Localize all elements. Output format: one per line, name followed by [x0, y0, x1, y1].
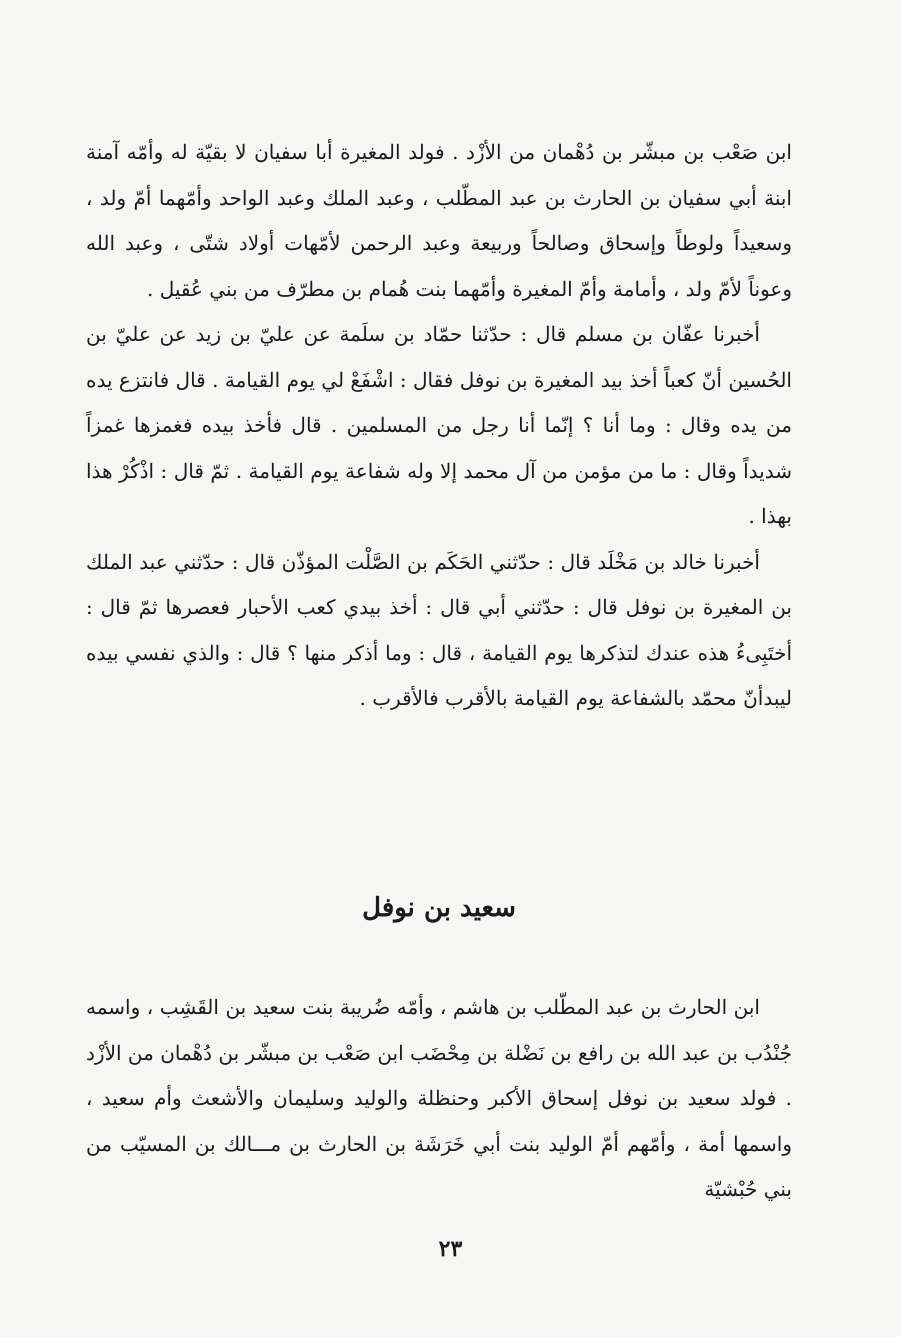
- paragraph-affan-hadith: أخبرنا عفّان بن مسلم قال : حدّثنا حمّاد بن سلَمة عن عليّ بن زيد عن عليّ بن الحُسين أنّ كعباً أخذ بيد المغيرة بن نوفل فقال : اشْفَعْ لي يوم القيامة . قال فانتزع يده من يده وقال : وما أنا ؟ إنّما أنا رجل من المسلمين . قال فأخذ بيده فغمزها غمزاً شديداً وقال : ما من مؤمن من آل محمد إلا وله شفاعة يوم القيامة . ثمّ قال : اذْكُرْ هذا بهذا .: [86, 322, 792, 528]
- section-heading: سعيد بن نوفل: [362, 893, 516, 923]
- paragraph-continuation: ابن صَعْب بن مبشّر بن دُهْمان من الأزْد . فولد المغيرة أبا سفيان لا بقيّة له وأمّه آمنة ابنة أبي سفيان بن الحارث بن عبد المطّلب ، وعبد الملك وعبد الواحد وأمّهما أمّ ولد ، وسعيداً ولوطاً وإسحاق وصالحاً وربيعة وعبد الرحمن لأمّهات أولاد شتّى ، وعبد الله وعوناً لأمّ ولد ، وأمامة وأمّ المغيرة وأمّهما بنت هُمام بن مطرّف من بني عُقيل .: [86, 140, 792, 301]
- paragraph-said-biography: ابن الحارث بن عبد المطّلب بن هاشم ، وأمّه ضُريبة بنت سعيد بن القَشِب ، واسمه جُنْدُب بن عبد الله بن رافع بن نَضْلة بن مِحْضَب ابن صَعْب بن مبشّر بن دُهْمان من الأزْد . فولد سعيد بن نوفل إسحاق الأكبر وحنظلة والوليد وسليمان والأشعث وأم سعيد ، واسمها أمة ، وأمّهم أمّ الوليد بنت أبي خَرَشَة بن الحارث بن مـــالك بن المسيّب من بني حُبْشيّة: [86, 995, 792, 1201]
- paragraph-khalid-hadith: أخبرنا خالد بن مَخْلَد قال : حدّثني الحَكَم بن الصَّلْت المؤذّن قال : حدّثني عبد الملك بن المغيرة بن نوفل قال : حدّثني أبي قال : أخذ بيدي كعب الأحبار فعصرها ثمّ قال : أختَبِىءُ هذه عندك لتذكرها يوم القيامة ، قال : وما أذكر منها ؟ قال : والذي نفسي بيده ليبدأنّ محمّد بالشفاعة يوم القيامة بالأقرب فالأقرب .: [86, 549, 792, 710]
- text-block-top: [86, 130, 792, 722]
- text-block-bottom: [86, 985, 792, 1213]
- page-number: ٢٣: [438, 1236, 463, 1262]
